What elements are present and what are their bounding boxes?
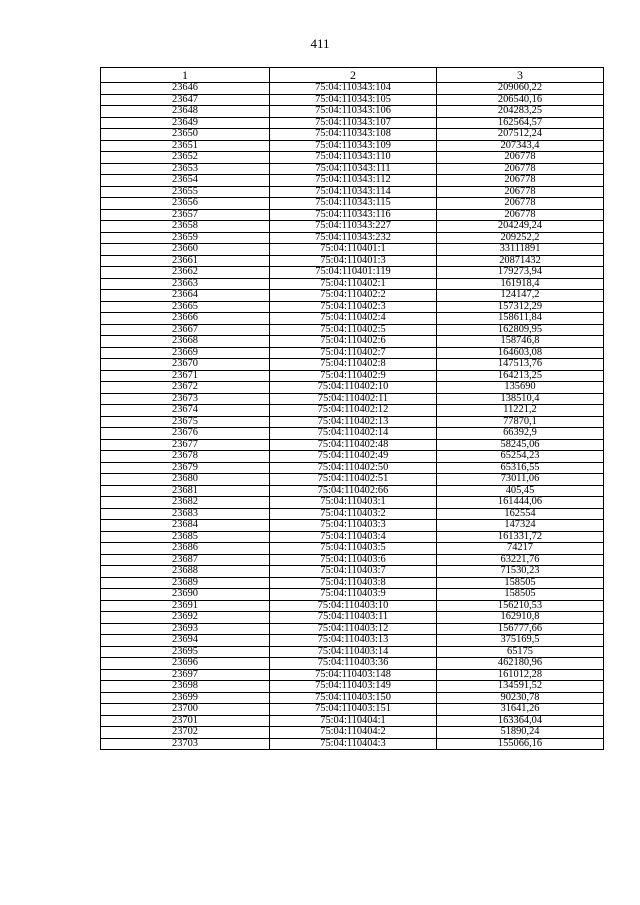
value-cell: 209060,22 (437, 83, 604, 95)
cadastral-number-cell: 75:04:110402:49 (270, 451, 437, 463)
column-header-1: 1 (101, 68, 270, 83)
row-number-cell: 23679 (101, 462, 270, 474)
table-body (101, 83, 604, 750)
row-number-cell: 23650 (101, 129, 270, 141)
cadastral-number-cell: 75:04:110402:12 (270, 405, 437, 417)
cadastral-number-cell: 75:04:110404:3 (270, 738, 437, 750)
value-cell: 158505 (437, 589, 604, 601)
table-row (101, 221, 604, 233)
table-row (101, 520, 604, 532)
table-header (101, 68, 604, 83)
table-row (101, 658, 604, 670)
cadastral-number-cell: 75:04:110343:115 (270, 198, 437, 210)
table-row (101, 186, 604, 198)
value-cell: 90230,78 (437, 692, 604, 704)
cadastral-number-cell: 75:04:110402:51 (270, 474, 437, 486)
row-number-cell: 23647 (101, 94, 270, 106)
table-row (101, 140, 604, 152)
table-row (101, 508, 604, 520)
value-cell: 135690 (437, 382, 604, 394)
table-row (101, 566, 604, 578)
cadastral-number-cell: 75:04:110402:66 (270, 485, 437, 497)
cadastral-number-cell: 75:04:110404:1 (270, 715, 437, 727)
value-cell: 71530,23 (437, 566, 604, 578)
row-number-cell: 23667 (101, 324, 270, 336)
column-header-3: 3 (437, 68, 604, 83)
value-cell: 65175 (437, 646, 604, 658)
table-row (101, 152, 604, 164)
table-row (101, 255, 604, 267)
row-number-cell: 23675 (101, 416, 270, 428)
value-cell: 405,45 (437, 485, 604, 497)
table-row (101, 738, 604, 750)
row-number-cell: 23651 (101, 140, 270, 152)
table-row (101, 117, 604, 129)
table-row (101, 336, 604, 348)
value-cell: 65254,23 (437, 451, 604, 463)
table-row (101, 612, 604, 624)
table-row (101, 681, 604, 693)
table-row (101, 83, 604, 95)
row-number-cell: 23653 (101, 163, 270, 175)
row-number-cell: 23658 (101, 221, 270, 233)
cadastral-number-cell: 75:04:110401:119 (270, 267, 437, 279)
row-number-cell: 23678 (101, 451, 270, 463)
cadastral-number-cell: 75:04:110402:9 (270, 370, 437, 382)
table-row (101, 382, 604, 394)
table-row (101, 163, 604, 175)
table-row (101, 209, 604, 221)
row-number-cell: 23661 (101, 255, 270, 267)
table-row (101, 324, 604, 336)
table-row (101, 232, 604, 244)
cadastral-number-cell: 75:04:110403:150 (270, 692, 437, 704)
cadastral-number-cell: 75:04:110403:5 (270, 543, 437, 555)
cadastral-number-cell: 75:04:110403:11 (270, 612, 437, 624)
cadastral-number-cell: 75:04:110403:12 (270, 623, 437, 635)
value-cell: 155066,16 (437, 738, 604, 750)
table-row (101, 554, 604, 566)
value-cell: 206778 (437, 186, 604, 198)
row-number-cell: 23684 (101, 520, 270, 532)
value-cell: 74217 (437, 543, 604, 555)
cadastral-number-cell: 75:04:110343:105 (270, 94, 437, 106)
value-cell: 73011,06 (437, 474, 604, 486)
table-row (101, 313, 604, 325)
row-number-cell: 23697 (101, 669, 270, 681)
value-cell: 206778 (437, 152, 604, 164)
value-cell: 138510,4 (437, 393, 604, 405)
value-cell: 164603,08 (437, 347, 604, 359)
row-number-cell: 23701 (101, 715, 270, 727)
cadastral-number-cell: 75:04:110402:50 (270, 462, 437, 474)
cadastral-number-cell: 75:04:110401:3 (270, 255, 437, 267)
column-header-2: 2 (270, 68, 437, 83)
value-cell: 179273,94 (437, 267, 604, 279)
row-number-cell: 23663 (101, 278, 270, 290)
table-row (101, 278, 604, 290)
data-table (100, 67, 604, 750)
table-row (101, 290, 604, 302)
row-number-cell: 23683 (101, 508, 270, 520)
row-number-cell: 23669 (101, 347, 270, 359)
value-cell: 162910,8 (437, 612, 604, 624)
row-number-cell: 23696 (101, 658, 270, 670)
cadastral-number-cell: 75:04:110403:2 (270, 508, 437, 520)
row-number-cell: 23700 (101, 704, 270, 716)
cadastral-number-cell: 75:04:110404:2 (270, 727, 437, 739)
value-cell: 206540,16 (437, 94, 604, 106)
cadastral-number-cell: 75:04:110343:104 (270, 83, 437, 95)
value-cell: 66392,9 (437, 428, 604, 440)
value-cell: 162809,95 (437, 324, 604, 336)
value-cell: 204283,25 (437, 106, 604, 118)
table-row (101, 106, 604, 118)
table-row (101, 267, 604, 279)
value-cell: 20871432 (437, 255, 604, 267)
table-row (101, 727, 604, 739)
value-cell: 162564,57 (437, 117, 604, 129)
row-number-cell: 23657 (101, 209, 270, 221)
value-cell: 161444,06 (437, 497, 604, 509)
cadastral-number-cell: 75:04:110343:232 (270, 232, 437, 244)
cadastral-number-cell: 75:04:110403:10 (270, 600, 437, 612)
row-number-cell: 23659 (101, 232, 270, 244)
table-row (101, 393, 604, 405)
table-row (101, 485, 604, 497)
row-number-cell: 23672 (101, 382, 270, 394)
cadastral-number-cell: 75:04:110343:112 (270, 175, 437, 187)
table-row (101, 715, 604, 727)
value-cell: 204249,24 (437, 221, 604, 233)
row-number-cell: 23689 (101, 577, 270, 589)
cadastral-number-cell: 75:04:110403:8 (270, 577, 437, 589)
row-number-cell: 23668 (101, 336, 270, 348)
value-cell: 206778 (437, 175, 604, 187)
row-number-cell: 23662 (101, 267, 270, 279)
value-cell: 156777,66 (437, 623, 604, 635)
value-cell: 209252,2 (437, 232, 604, 244)
row-number-cell: 23673 (101, 393, 270, 405)
table-row (101, 301, 604, 313)
page-number: 411 (310, 36, 330, 51)
cadastral-number-cell: 75:04:110343:110 (270, 152, 437, 164)
table-row (101, 692, 604, 704)
table-row (101, 94, 604, 106)
value-cell: 147324 (437, 520, 604, 532)
cadastral-number-cell: 75:04:110403:6 (270, 554, 437, 566)
cadastral-number-cell: 75:04:110343:227 (270, 221, 437, 233)
row-number-cell: 23692 (101, 612, 270, 624)
value-cell: 58245,06 (437, 439, 604, 451)
row-number-cell: 23666 (101, 313, 270, 325)
value-cell: 33111891 (437, 244, 604, 256)
cadastral-number-cell: 75:04:110403:36 (270, 658, 437, 670)
table-row (101, 462, 604, 474)
value-cell: 207343,4 (437, 140, 604, 152)
value-cell: 63221,76 (437, 554, 604, 566)
cadastral-number-cell: 75:04:110402:5 (270, 324, 437, 336)
cadastral-number-cell: 75:04:110402:7 (270, 347, 437, 359)
value-cell: 158611,84 (437, 313, 604, 325)
row-number-cell: 23652 (101, 152, 270, 164)
cadastral-number-cell: 75:04:110403:7 (270, 566, 437, 578)
table-row (101, 623, 604, 635)
cadastral-number-cell: 75:04:110343:109 (270, 140, 437, 152)
cadastral-number-cell: 75:04:110402:3 (270, 301, 437, 313)
cadastral-number-cell: 75:04:110403:4 (270, 531, 437, 543)
cadastral-number-cell: 75:04:110343:116 (270, 209, 437, 221)
row-number-cell: 23682 (101, 497, 270, 509)
table-row (101, 439, 604, 451)
cadastral-number-cell: 75:04:110343:108 (270, 129, 437, 141)
row-number-cell: 23655 (101, 186, 270, 198)
cadastral-number-cell: 75:04:110343:111 (270, 163, 437, 175)
row-number-cell: 23694 (101, 635, 270, 647)
value-cell: 206778 (437, 198, 604, 210)
cadastral-number-cell: 75:04:110402:6 (270, 336, 437, 348)
cadastral-number-cell: 75:04:110402:10 (270, 382, 437, 394)
cadastral-number-cell: 75:04:110402:14 (270, 428, 437, 440)
table-row (101, 198, 604, 210)
value-cell: 164213,25 (437, 370, 604, 382)
table-row (101, 669, 604, 681)
cadastral-number-cell: 75:04:110403:1 (270, 497, 437, 509)
cadastral-number-cell: 75:04:110402:2 (270, 290, 437, 302)
value-cell: 462180,96 (437, 658, 604, 670)
value-cell: 206778 (437, 209, 604, 221)
row-number-cell: 23691 (101, 600, 270, 612)
row-number-cell: 23681 (101, 485, 270, 497)
table-row (101, 244, 604, 256)
row-number-cell: 23687 (101, 554, 270, 566)
cadastral-number-cell: 75:04:110343:107 (270, 117, 437, 129)
value-cell: 158505 (437, 577, 604, 589)
cadastral-number-cell: 75:04:110403:149 (270, 681, 437, 693)
row-number-cell: 23654 (101, 175, 270, 187)
cadastral-number-cell: 75:04:110403:3 (270, 520, 437, 532)
table-row (101, 405, 604, 417)
value-cell: 31641,26 (437, 704, 604, 716)
table-row (101, 451, 604, 463)
cadastral-number-cell: 75:04:110402:13 (270, 416, 437, 428)
table-row (101, 577, 604, 589)
table-row (101, 543, 604, 555)
table-row (101, 129, 604, 141)
table-row (101, 428, 604, 440)
row-number-cell: 23703 (101, 738, 270, 750)
value-cell: 77870,1 (437, 416, 604, 428)
cadastral-number-cell: 75:04:110403:14 (270, 646, 437, 658)
row-number-cell: 23676 (101, 428, 270, 440)
table-row (101, 635, 604, 647)
row-number-cell: 23695 (101, 646, 270, 658)
row-number-cell: 23670 (101, 359, 270, 371)
row-number-cell: 23686 (101, 543, 270, 555)
table-row (101, 531, 604, 543)
table-row (101, 497, 604, 509)
cadastral-number-cell: 75:04:110402:1 (270, 278, 437, 290)
table-row (101, 474, 604, 486)
cadastral-number-cell: 75:04:110403:9 (270, 589, 437, 601)
row-number-cell: 23664 (101, 290, 270, 302)
value-cell: 11221,2 (437, 405, 604, 417)
value-cell: 157312,29 (437, 301, 604, 313)
row-number-cell: 23649 (101, 117, 270, 129)
row-number-cell: 23698 (101, 681, 270, 693)
row-number-cell: 23685 (101, 531, 270, 543)
cadastral-number-cell: 75:04:110343:114 (270, 186, 437, 198)
cadastral-number-cell: 75:04:110402:4 (270, 313, 437, 325)
cadastral-number-cell: 75:04:110403:148 (270, 669, 437, 681)
cadastral-number-cell: 75:04:110343:106 (270, 106, 437, 118)
cadastral-number-cell: 75:04:110403:151 (270, 704, 437, 716)
cadastral-number-cell: 75:04:110403:13 (270, 635, 437, 647)
value-cell: 156210,53 (437, 600, 604, 612)
row-number-cell: 23677 (101, 439, 270, 451)
row-number-cell: 23680 (101, 474, 270, 486)
table-row (101, 416, 604, 428)
row-number-cell: 23646 (101, 83, 270, 95)
value-cell: 134591,52 (437, 681, 604, 693)
value-cell: 162554 (437, 508, 604, 520)
row-number-cell: 23699 (101, 692, 270, 704)
row-number-cell: 23660 (101, 244, 270, 256)
value-cell: 206778 (437, 163, 604, 175)
cadastral-number-cell: 75:04:110401:1 (270, 244, 437, 256)
value-cell: 124147,2 (437, 290, 604, 302)
table-row (101, 347, 604, 359)
table-row (101, 589, 604, 601)
row-number-cell: 23665 (101, 301, 270, 313)
value-cell: 161918,4 (437, 278, 604, 290)
value-cell: 207512,24 (437, 129, 604, 141)
table-row (101, 600, 604, 612)
row-number-cell: 23671 (101, 370, 270, 382)
row-number-cell: 23648 (101, 106, 270, 118)
table-row (101, 359, 604, 371)
value-cell: 161012,28 (437, 669, 604, 681)
row-number-cell: 23656 (101, 198, 270, 210)
value-cell: 147513,76 (437, 359, 604, 371)
row-number-cell: 23688 (101, 566, 270, 578)
table-row (101, 646, 604, 658)
table-row (101, 704, 604, 716)
header-row (101, 68, 604, 83)
table-row (101, 175, 604, 187)
value-cell: 158746,8 (437, 336, 604, 348)
value-cell: 51890,24 (437, 727, 604, 739)
value-cell: 65316,55 (437, 462, 604, 474)
cadastral-number-cell: 75:04:110402:48 (270, 439, 437, 451)
cadastral-number-cell: 75:04:110402:8 (270, 359, 437, 371)
value-cell: 161331,72 (437, 531, 604, 543)
value-cell: 163364,04 (437, 715, 604, 727)
value-cell: 375169,5 (437, 635, 604, 647)
row-number-cell: 23702 (101, 727, 270, 739)
cadastral-number-cell: 75:04:110402:11 (270, 393, 437, 405)
row-number-cell: 23693 (101, 623, 270, 635)
row-number-cell: 23690 (101, 589, 270, 601)
row-number-cell: 23674 (101, 405, 270, 417)
table-row (101, 370, 604, 382)
